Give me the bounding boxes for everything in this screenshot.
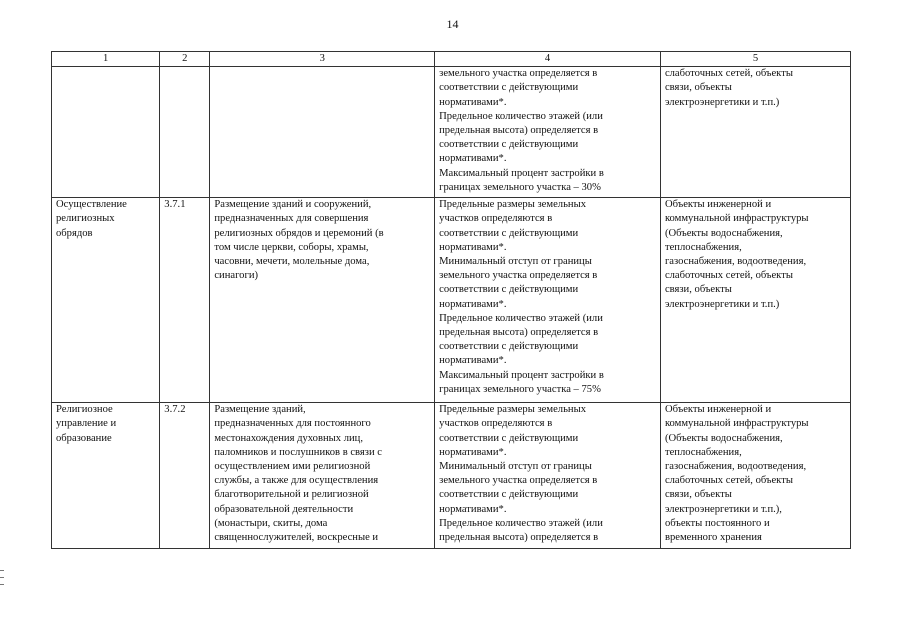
use-name-cell: Религиозное управление и образование	[52, 403, 160, 549]
parameters-cell: Предельные размеры земельных участков определяются в соответствии с действующими нормативами*. Минимальный отступ от границы земельного участка определяется в соответствии с действующими нормативами*. Предельное количество этажей (или предельная высота) определяется в соответствии с действующими нормативами*. Максимальный процент застройки в границах земельного участка – 75%	[435, 198, 661, 403]
column-header-3: 3	[210, 52, 435, 67]
table-row	[52, 67, 851, 198]
parameters-cell: земельного участка определяется в соответствии с действующими нормативами*. Предельное количество этажей (или предельная высота) определяется в соответствии с действующими нормативами*. Максимальный процент застройки в границах земельного участка – 30%	[435, 67, 661, 198]
use-code-cell: 3.7.1	[160, 198, 210, 403]
table-header-row	[52, 52, 851, 67]
column-header-1: 1	[52, 52, 160, 67]
column-header-5: 5	[660, 52, 850, 67]
column-header-2: 2	[160, 52, 210, 67]
objects-cell: Объекты инженерной и коммунальной инфраструктуры (Объекты водоснабжения, теплоснабжения, газоснабжения, водоотведения, слаботочных сетей, объекты связи, объекты электроэнергетики и т.п.), объекты постоянного и временного хранения	[660, 403, 850, 549]
table-row	[52, 198, 851, 403]
page-number: 14	[446, 17, 459, 31]
use-description-cell: Размещение зданий, предназначенных для постоянного местонахождения духовных лиц, паломников и послушников в связи с осуществлением ими религиозной службы, а также для осуществления благотворительной и религиозной образовательной деятельности (монастыри, скиты, дома священнослужителей, воскресные и	[210, 403, 435, 549]
use-name-cell: Осуществление религиозных обрядов	[52, 198, 160, 403]
use-description-cell	[210, 67, 435, 198]
parameters-cell: Предельные размеры земельных участков определяются в соответствии с действующими нормативами*. Минимальный отступ от границы земельного участка определяется в соответствии с действующими нормативами*. Предельное количество этажей (или предельная высота) определяется в	[435, 403, 661, 549]
objects-cell: Объекты инженерной и коммунальной инфраструктуры (Объекты водоснабжения, теплоснабжения, газоснабжения, водоотведения, слаботочных сетей, объекты связи, объекты электроэнергетики и т.п.)	[660, 198, 850, 403]
use-code-cell: 3.7.2	[160, 403, 210, 549]
use-code-cell	[160, 67, 210, 198]
zoning-table	[51, 51, 851, 549]
objects-cell: слаботочных сетей, объекты связи, объекты электроэнергетики и т.п.)	[660, 67, 850, 198]
binding-margin-mark	[0, 570, 6, 610]
column-header-4: 4	[435, 52, 661, 67]
use-description-cell: Размещение зданий и сооружений, предназначенных для совершения религиозных обрядов и церемоний (в том числе церкви, соборы, храмы, часовни, мечети, молельные дома, синагоги)	[210, 198, 435, 403]
table-row	[52, 403, 851, 549]
use-name-cell	[52, 67, 160, 198]
